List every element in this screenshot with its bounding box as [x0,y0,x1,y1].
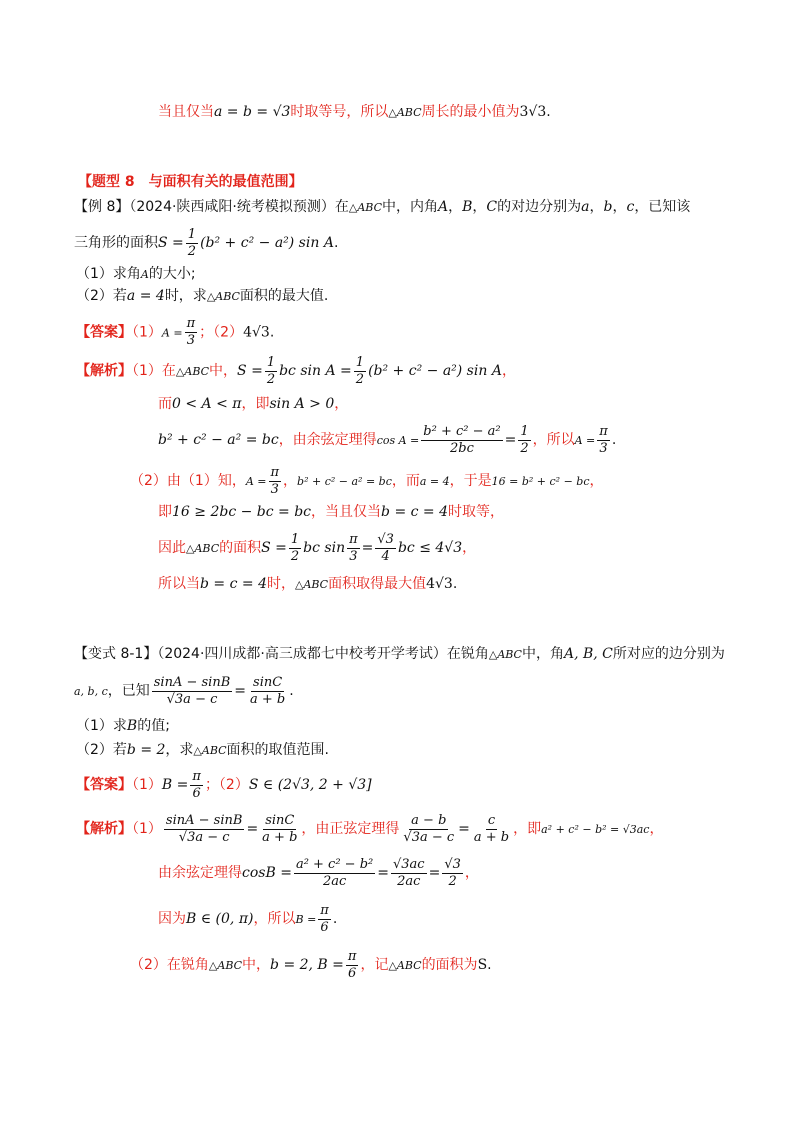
fraction [186,227,198,260]
fraction [472,813,511,846]
text: ， [589,199,604,215]
text: ， [649,821,664,837]
triangle-abc: △ABC [348,201,382,214]
numerator: π [192,768,201,784]
text: ， [464,865,479,881]
math: b = c = 4 [381,504,449,520]
fraction [318,903,331,936]
math: b = 2, B = [270,957,344,973]
denominator: 2 [290,548,300,564]
text: 时取等， [448,504,505,520]
text: ；（2） [199,324,244,341]
numerator: π [349,531,358,547]
solution-8-1-step1 [76,810,663,849]
denominator: 3 [349,548,358,564]
text: ，即 [241,396,270,412]
denominator: 2bc [450,440,474,456]
fraction [152,675,233,708]
text: . [269,324,275,341]
text: . [333,235,339,251]
math: 4√3 [426,576,453,592]
text: ， [283,473,298,489]
math: sin A > 0 [269,396,335,412]
text: （1）求 [76,718,127,734]
fraction [260,813,299,846]
variant-question-1 [76,716,170,736]
denominator: 4 [381,548,390,564]
denominator: √3a − c [403,829,455,845]
numerator: a − b [411,812,447,828]
math: bc ≤ 4√3 [397,540,463,556]
numerator: π [347,948,357,964]
math: B [462,199,473,215]
variant-8-1-statement [74,644,725,665]
text: 周长的最小值为 [421,104,520,120]
math: S = [261,540,287,556]
fraction [375,532,396,565]
example-8-area-formula [74,226,338,260]
text: 的值; [137,718,170,734]
math: = [234,683,246,699]
text: ；（2） [204,777,249,793]
numerator: 1 [187,226,197,242]
text: 面积的最大值. [239,288,329,304]
text: ，已知该 [634,199,691,215]
numerator: π [186,316,196,331]
triangle-abc: △ABC [193,744,227,757]
math: S = [237,363,263,379]
numerator: π [320,902,329,918]
text: . [452,576,458,592]
text: （2）在锐角 [130,957,209,973]
text: . [487,957,492,973]
math: a = b = √3 [214,104,291,120]
solution-8-1-step2 [130,948,492,983]
math: B ∈ (0, π) [186,911,254,927]
fraction [185,316,198,349]
fraction [391,857,427,890]
summary-line-perimeter [158,102,551,123]
math: A = [245,475,267,488]
text: ， [448,199,463,215]
text: （2）若 [76,288,127,304]
fraction [289,532,301,565]
text: （1）求角 [76,266,141,282]
text: ，由余弦定理得 [278,432,377,448]
answer-8 [76,316,274,349]
triangle-abc: △ABC [388,106,422,119]
math: a, b, c [74,685,108,698]
text: 中， [209,363,238,379]
denominator: 6 [320,919,329,935]
fraction [294,857,375,890]
triangle-abc: △ABC [186,542,220,555]
text: ， [612,199,627,215]
section-title-8: 【题型 8 与面积有关的最值范围】 [78,174,303,190]
text: （1） [132,777,162,793]
denominator: 6 [192,785,201,801]
denominator: 2 [520,440,529,456]
text: ， [462,540,477,556]
math: 3√3 [519,104,547,120]
numerator: c [487,812,496,828]
math: bc sin [303,540,346,556]
text: 的对边分别为 [497,199,582,215]
solution-tag: 【解析】 [76,821,132,837]
denominator: 3 [186,333,195,348]
question-1 [76,264,196,285]
math: = [428,865,441,881]
math: cosB = [242,865,292,881]
fraction [401,813,456,846]
fraction [269,465,282,498]
text: （1） [132,324,162,341]
text: 的面积为 [421,957,478,973]
math: (b² + c² − a²) sin A [200,235,334,251]
text: ，由正弦定理得 [301,821,400,837]
triangle-abc: △ABC [488,648,522,661]
numerator: sinA − sinB [153,674,231,690]
math: S [477,957,488,973]
text: （1） [132,821,162,837]
math: a² + c² − b² = √3ac [541,823,650,836]
text: ， [501,363,516,379]
text: 面积取得最大值 [328,576,427,592]
denominator: a + b [473,829,510,845]
fraction [190,769,203,802]
numerator: 1 [290,531,300,547]
numerator: √3ac [392,856,425,872]
denominator: √3a − c [178,829,230,845]
solution-8-area [158,530,476,567]
text: ， [334,396,349,412]
text: ，于是 [449,473,492,489]
text: 因此 [158,540,186,556]
text: 当且仅当 [158,104,214,120]
text: （2）由（1）知， [130,473,246,489]
solution-8-cosine [158,422,616,459]
numerator: b² + c² − a² [423,423,501,439]
solution-8-inequality [158,502,504,522]
math: b [603,199,613,215]
numerator: √3 [444,856,461,872]
fraction [442,857,463,890]
text: 的大小; [148,266,196,282]
fraction [518,424,530,457]
text: ，已知 [107,683,150,699]
math: A [438,199,449,215]
text: ，求 [165,742,194,758]
text: . [546,104,551,120]
text: ， [472,199,487,215]
text: 【例 8】（2024·陕西咸阳·统考模拟预测）在 [74,199,349,215]
math: a = 4 [126,288,165,304]
fraction [421,424,502,457]
solution-8-1-cosine [158,854,479,892]
text: 而 [158,396,172,412]
text: 面积的取值范围. [226,742,329,758]
math: 16 = b² + c² − bc [491,475,590,488]
denominator: 2 [187,243,197,259]
denominator: a + b [262,829,298,845]
text: 的面积 [219,540,262,556]
math: B = [161,777,189,793]
triangle-abc: △ABC [208,959,243,972]
triangle-abc: △ABC [206,290,240,303]
math: = [504,432,517,448]
text: 中，内角 [382,199,438,215]
math: B [126,718,138,734]
solution-8-conclusion [158,574,457,595]
solution-tag: 【解析】 [76,363,132,379]
fraction [346,949,359,982]
text: . [289,683,294,699]
math: = [377,865,389,881]
triangle-abc: △ABC [175,365,210,378]
fraction [164,813,245,846]
math: C [486,199,498,215]
numerator: 1 [355,354,365,370]
solution-8-step1 [76,354,516,389]
text: ，即 [513,821,542,837]
numerator: sinA − sinB [165,812,243,828]
math: A = [161,326,183,340]
solution-8-1-angle [158,902,337,937]
text: 所对应的边分别为 [612,646,725,662]
variant-8-1-given [74,672,294,711]
math: (b² + c² − a²) sin A [368,363,502,379]
math: b = 2 [126,742,166,758]
text: 【变式 8-1】（2024·四川成都·高三成都七中校考开学考试）在锐角 [74,646,489,662]
denominator: √3a − c [166,691,218,707]
math: S = [158,235,184,251]
text: 中，角 [521,646,564,662]
answer-8-1 [76,768,372,802]
numerator: 1 [266,354,276,370]
math: b² + c² − a² = bc [158,432,279,448]
numerator: π [599,423,608,439]
text: 中， [242,957,271,973]
solution-8-step2 [130,464,604,499]
text: 时， [266,576,295,592]
text: （1）在 [132,363,176,379]
math: 0 < A < π [172,396,242,412]
denominator: 2 [266,371,276,387]
math: A, B, C [563,646,613,662]
math: 4√3 [243,324,270,341]
math: b² + c² − a² = bc [297,475,392,488]
denominator: 3 [270,481,279,497]
math: cos A = [376,434,420,447]
math: = [458,821,470,837]
text: ，记 [360,957,389,973]
text: ，当且仅当 [311,504,382,520]
numerator: sinC [265,812,295,828]
math: A = [574,434,596,447]
math: b = c = 4 [200,576,267,592]
math: a = 4 [419,475,450,488]
text: 由余弦定理得 [158,865,242,881]
math: c [626,199,635,215]
math: A [140,268,149,281]
solution-8-range [158,394,348,414]
math: a [581,199,590,215]
fraction [265,355,277,388]
question-2 [76,286,328,307]
text: 因为 [158,911,186,927]
denominator: 6 [348,965,357,981]
denominator: 2ac [397,873,421,889]
math: B = [295,913,317,926]
denominator: 2ac [322,873,347,889]
text: （2）若 [76,742,127,758]
math: 16 ≥ 2bc − bc = bc [172,504,312,520]
numerator: 1 [520,423,529,439]
numerator: π [270,464,280,480]
text: ，所以 [532,432,575,448]
text: 时，求 [164,288,207,304]
fraction [347,532,360,565]
fraction [354,355,366,388]
math: bc sin A = [279,363,352,379]
denominator: 2 [448,873,457,889]
math: = [246,821,259,837]
example-8-statement [74,197,690,218]
fraction [248,675,287,708]
answer-tag: 【答案】 [76,324,132,341]
text: ， [589,473,604,489]
numerator: sinC [253,674,283,690]
text: 时取等号，所以 [290,104,389,120]
math: S ∈ (2√3, 2 + √3] [248,777,372,793]
denominator: a + b [250,691,286,707]
text: ，而 [391,473,420,489]
text: 即 [158,504,172,520]
triangle-abc: △ABC [388,959,422,972]
text: ，所以 [253,911,296,927]
numerator: √3 [377,531,394,547]
variant-question-2 [76,740,329,761]
answer-tag: 【答案】 [76,777,132,793]
denominator: 3 [599,440,608,456]
text: . [332,911,338,927]
text: 三角形的面积 [74,235,158,251]
numerator: a² + c² − b² [295,856,374,872]
math: = [361,540,374,556]
text: . [611,432,617,448]
triangle-abc: △ABC [294,578,329,591]
denominator: 2 [355,371,365,387]
text: 所以当 [158,576,200,592]
fraction [597,424,610,457]
